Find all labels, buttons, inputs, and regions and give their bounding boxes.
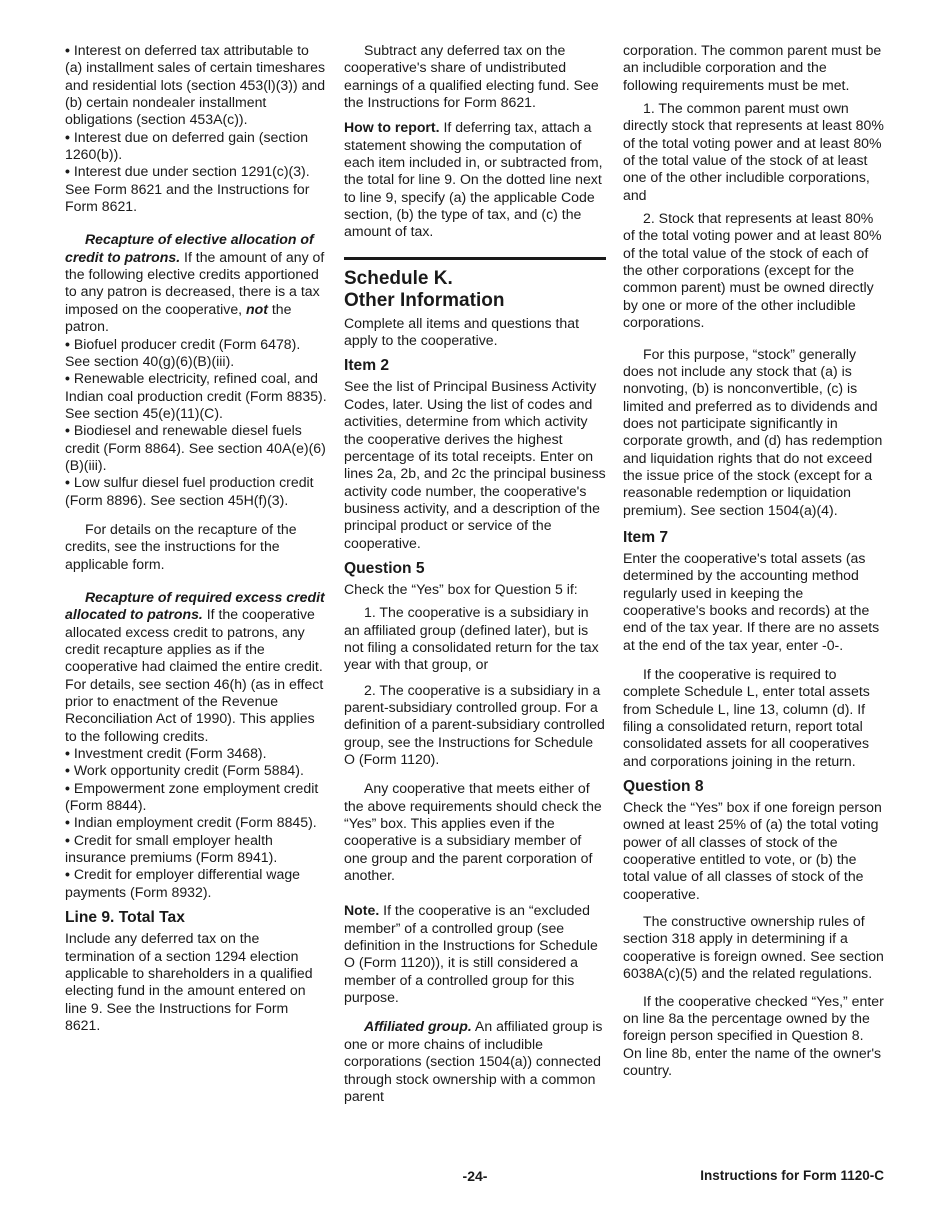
paragraph-affiliated-group: Affiliated group. An affiliated group is one or more chains of includible corporations (section 1504(a)) connected through stock ownership with a common parent [344, 1018, 603, 1104]
paragraph-recapture-excess: Recapture of required excess credit allocated to patrons. If the cooperative allocated excess credit to patrons, any credit recapture applies as if the cooperative had claimed the entire credit. For details, see section 46(h) (as in effect prior to enactment of the Revenue Reconciliation Act of 1990). This applies to the following credits. [65, 588, 325, 744]
paragraph: Any cooperative that meets either of the above requirements should check the “Yes” box. This applies even if the cooperative is a subsidiary member of one group and the parent corporation of another. [344, 780, 602, 884]
footer-form-title: Instructions for Form 1120-C [700, 1168, 884, 1183]
bullet-item: • Indian employment credit (Form 8845). [65, 814, 327, 831]
bullet-item: • Interest due under section 1291(c)(3). See Form 8621 and the Instructions for Form 8621. [65, 163, 327, 215]
bullet-item: • Biodiesel and renewable diesel fuels credit (Form 8864). See section 40A(e)(6)(B)(iii). [65, 422, 327, 474]
paragraph: Subtract any deferred tax on the cooperative's share of undistributed earnings of a qualified electing fund. See the Instructions for Form 8621. [344, 42, 599, 111]
bullet-item: • Biofuel producer credit (Form 6478). See section 40(g)(6)(B)(iii). [65, 336, 327, 371]
bullet-item: • Credit for small employer health insurance premiums (Form 8941). [65, 832, 327, 867]
heading-item-2: Item 2 [344, 357, 390, 375]
paragraph: 1. The cooperative is a subsidiary in an affiliated group (defined later), but is not filing a consolidated return for the tax year with that group, or [344, 604, 599, 673]
bullet-item: • Renewable electricity, refined coal, and Indian coal production credit (Form 8835). See section 45(e)(11)(C). [65, 370, 327, 422]
heading-line-9: Line 9. Total Tax [65, 909, 185, 927]
bullet-item: • Credit for employer differential wage payments (Form 8932). [65, 866, 327, 901]
bullet-item: • Investment credit (Form 3468). [65, 745, 327, 762]
paragraph: For this purpose, “stock” generally does not include any stock that (a) is nonvoting, (b) is nonconvertible, (c) is limited and preferred as to dividends and does not participate significantly in corporate growth, and (d) has redemption and liquidation rights that do not exceed the issue price of the stock (except for a reasonable redemption or liquidation premium). See section 1504(a)(4). [623, 345, 883, 518]
heading-question-8: Question 8 [623, 778, 704, 796]
heading-item-7: Item 7 [623, 528, 669, 546]
paragraph: corporation. The common parent must be an includible corporation and the following requirements must be met. [623, 42, 882, 93]
paragraph-note: Note. If the cooperative is an “excluded member” of a controlled group (see definition in the Instructions for Schedule O (Form 1120)), it is still considered a member of a controlled group for this purpose. [344, 902, 598, 1006]
column-left [65, 42, 327, 1046]
heading-schedule-k: Schedule K. Other Information [344, 257, 606, 312]
bullet-item: • Interest due on deferred gain (section 1260(b)). [65, 129, 327, 164]
column-right [623, 42, 885, 1091]
bullet-item: • Low sulfur diesel fuel production credit (Form 8896). See section 45H(f)(3). [65, 474, 327, 509]
paragraph: See the list of Principal Business Activity Codes, later. Using the list of codes and activities, determine from which activity the cooperative derives the highest percentage of its total receipts. Enter on lines 2a, 2b, and 2c the principal business activity code number, the cooperative's business activity, and a description of the principal product or service of the cooperative. [344, 378, 606, 551]
bullet-item: • Interest on deferred tax attributable to (a) installment sales of certain timeshares and residential lots (section 453(l)(3)) and (b) certain nondealer installment obligations (section 453A(c)). [65, 42, 327, 129]
paragraph: The constructive ownership rules of section 318 apply in determining if a cooperative is foreign owned. See section 6038A(c)(5) and the related regulations. [623, 913, 884, 982]
paragraph: Complete all items and questions that apply to the cooperative. [344, 314, 580, 349]
paragraph: 1. The common parent must own directly stock that represents at least 80% of the total voting power and at least 80% of the total value of the stock of at least one of the other includible corporations, and [623, 100, 884, 203]
bullet-item: • Empowerment zone employment credit (Form 8844). [65, 780, 327, 815]
paragraph-recapture-elective: Recapture of elective allocation of credit to patrons. If the amount of any of the following elective credits apportioned to any patron is decreased, there is a tax imposed on the cooperative, not the patron. [65, 231, 325, 335]
paragraph-how-to-report: How to report. If deferring tax, attach a statement showing the computation of each item included in, or subtracted from, the total for line 9. On the dotted line next to line 9, specify (a) the applicable Code section, (b) the type of tax, and (c) the amount of tax. [344, 119, 603, 240]
paragraph: Check the “Yes” box if one foreign person owned at least 25% of (a) the total voting power of all classes of stock of the cooperative entitled to vote, or (b) the total value of all classes of stock of the cooperative. [623, 799, 882, 902]
heading-question-5: Question 5 [344, 559, 425, 577]
column-middle [344, 42, 606, 1117]
paragraph: Check the “Yes” box for Question 5 if: [344, 580, 578, 597]
paragraph: If the cooperative checked “Yes,” enter on line 8a the percentage owned by the foreign person specified in Question 8. On line 8b, enter the name of the owner's country. [623, 992, 884, 1078]
bullet-item: • Work opportunity credit (Form 5884). [65, 762, 327, 779]
page-number: -24- [462, 1168, 488, 1184]
paragraph: If the cooperative is required to complete Schedule L, enter total assets from Schedule L, line 13, column (d). If filing a consolidated return, report total consolidated assets for all cooperatives and corporations joining in the return. [623, 666, 870, 769]
paragraph: 2. The cooperative is a subsidiary in a parent-subsidiary controlled group. For a definition of a parent-subsidiary controlled group, see the Instructions for Schedule O (Form 1120). [344, 681, 605, 767]
paragraph: 2. Stock that represents at least 80% of the total voting power and at least 80% of the total value of the stock of each of the other corporations (except for the common parent) must be owned directly by one or more of the other includible corporations. [623, 210, 882, 331]
paragraph: Include any deferred tax on the termination of a section 1294 election applicable to shareholders in a qualified electing fund in the amount entered on line 9. See the Instructions for Form 8621. [65, 930, 313, 1033]
paragraph: Enter the cooperative's total assets (as determined by the accounting method regularly used in keeping the cooperative's books and records) at the end of the tax year. If there are no assets at the end of the tax year, enter -0-. [623, 549, 880, 653]
paragraph: For details on the recapture of the credits, see the instructions for the applicable form. [65, 520, 297, 572]
